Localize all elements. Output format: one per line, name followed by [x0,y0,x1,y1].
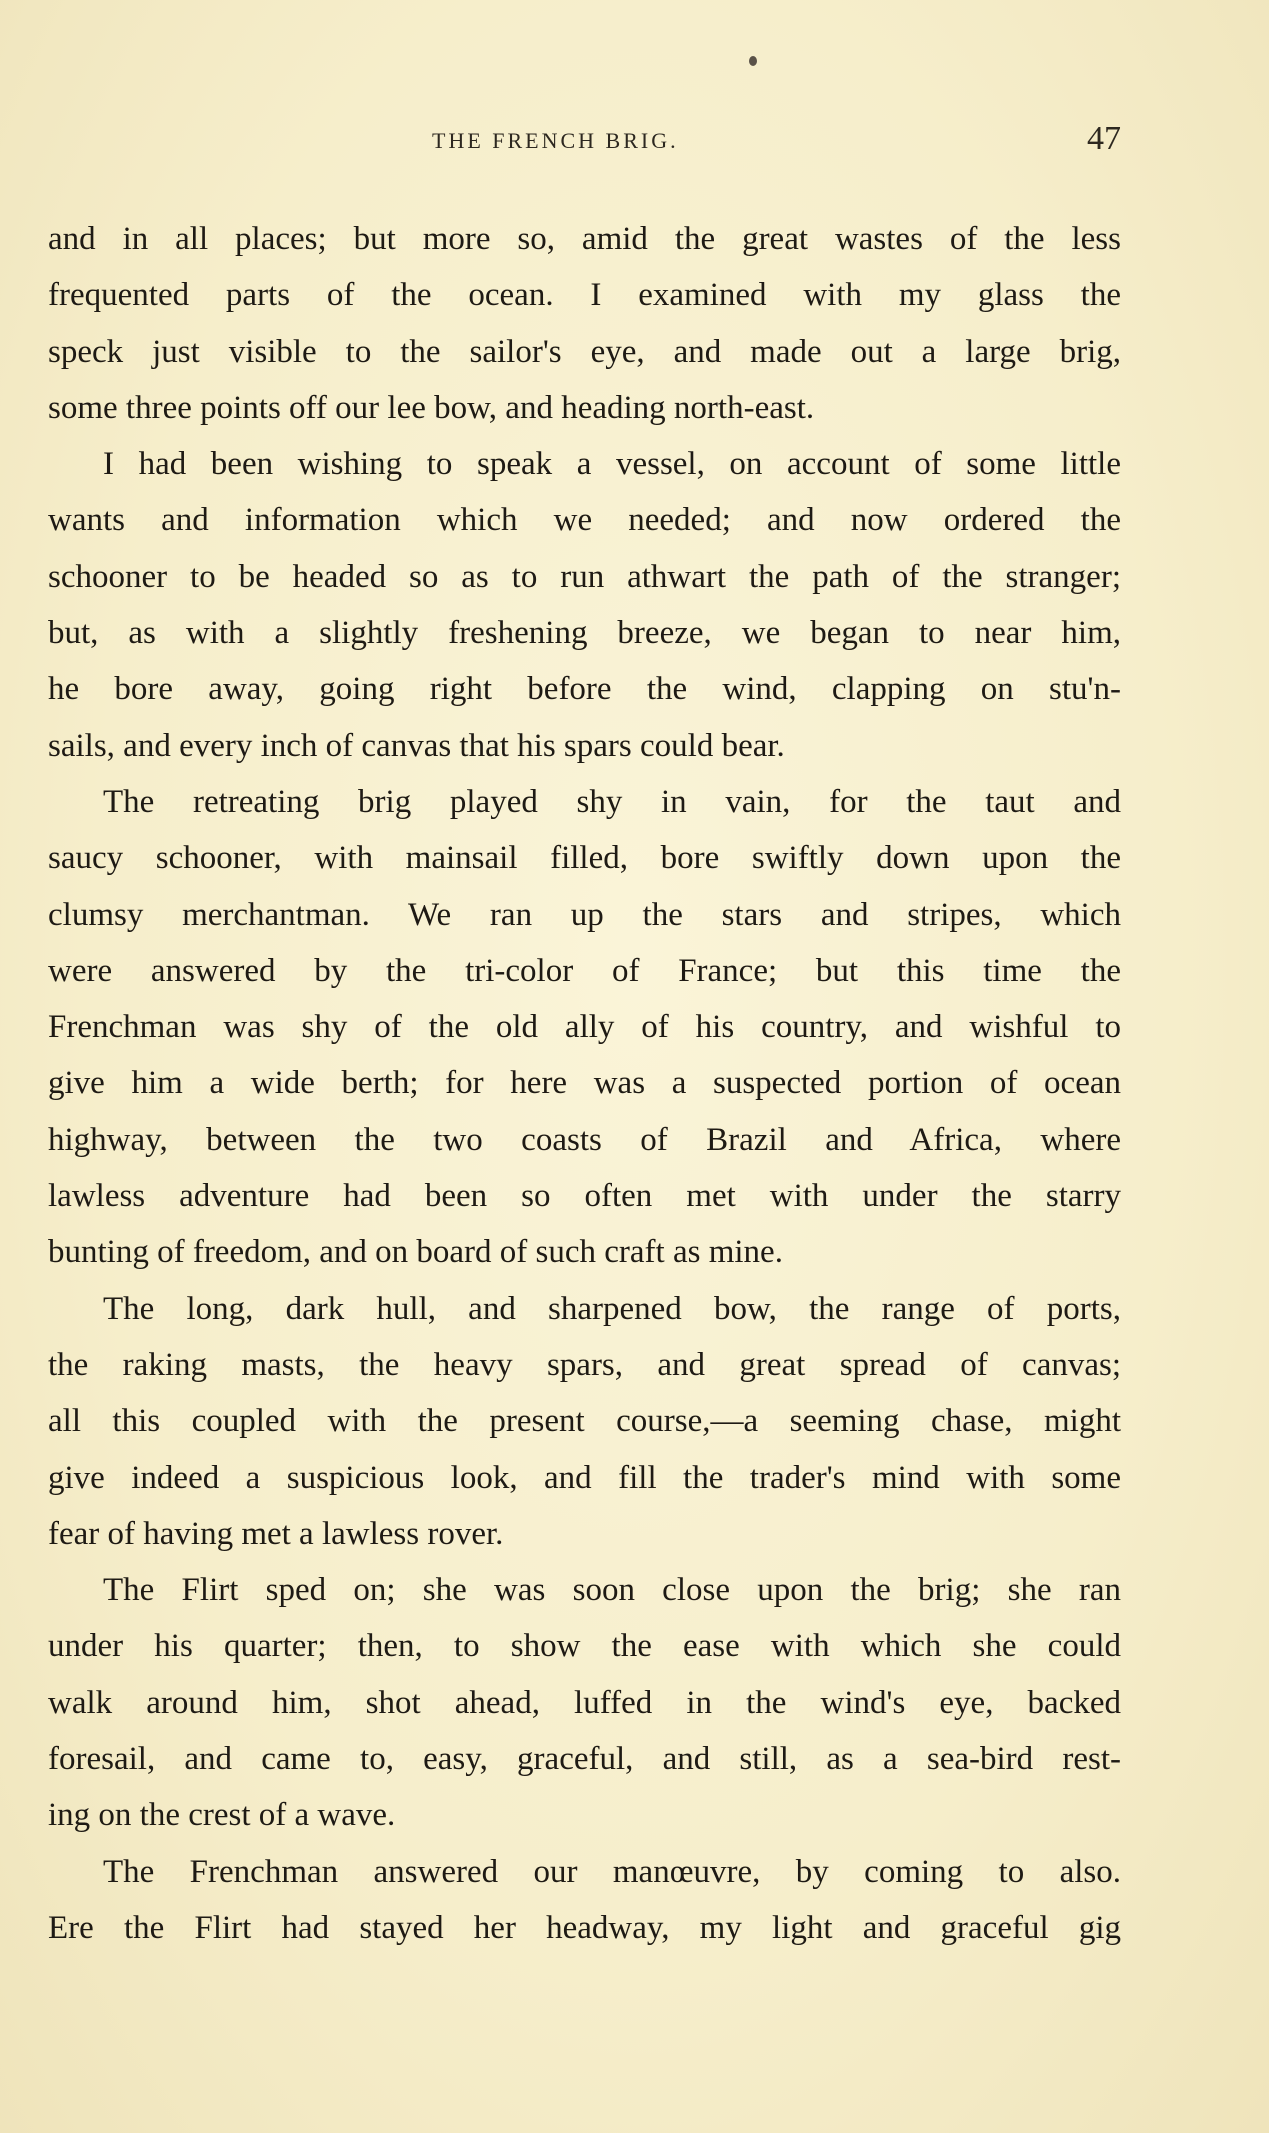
text-line: ing on the crest of a wave. [48,1797,396,1834]
text-line: The retreating brig played shy in vain, for the taut and [103,783,1121,820]
text-line: clumsy merchantman. We ran up the stars and stripes, which [48,896,1121,933]
body-text [48,211,1121,1956]
text-line: some three points off our lee bow, and heading north-east. [48,389,815,426]
text-line: he bore away, going right before the wind, clapping on stu'n- [48,671,1121,708]
text-line: Ere the Flirt had stayed her headway, my light and graceful gig [48,1909,1121,1946]
text-line: speck just visible to the sailor's eye, and made out a large brig, [48,333,1121,370]
text-line: all this coupled with the present course,—a seeming chase, might [48,1403,1121,1440]
text-line: were answered by the tri-color of France; but this time the [48,952,1121,989]
text-line: The Flirt sped on; she was soon close upon the brig; she ran [103,1572,1121,1609]
text-line: under his quarter; then, to show the ease with which she could [48,1628,1121,1665]
text-line: the raking masts, the heavy spars, and great spread of canvas; [48,1346,1121,1383]
text-line: saucy schooner, with mainsail filled, bore swiftly down upon the [48,840,1121,877]
page-number: 47 [1087,120,1121,157]
text-line: I had been wishing to speak a vessel, on account of some little [103,446,1121,483]
text-line: Frenchman was shy of the old ally of his country, and wishful to [48,1009,1121,1046]
text-line: but, as with a slightly freshening breeze, we began to near him, [48,615,1121,652]
text-line: bunting of freedom, and on board of such craft as mine. [48,1234,783,1271]
ink-speck [749,56,757,66]
running-head [48,120,1121,164]
text-line: The long, dark hull, and sharpened bow, the range of ports, [103,1290,1121,1327]
text-line: walk around him, shot ahead, luffed in the wind's eye, backed [48,1684,1121,1721]
text-line: schooner to be headed so as to run athwart the path of the stranger; [48,558,1121,595]
text-line: foresail, and came to, easy, graceful, and still, as a sea-bird rest- [48,1741,1121,1778]
text-line: fear of having met a lawless rover. [48,1515,504,1552]
text-line: and in all places; but more so, amid the great wastes of the less [48,221,1121,257]
chapter-title: THE FRENCH BRIG. [432,128,679,153]
text-line: frequented parts of the ocean. I examined with my glass the [48,277,1121,314]
text-line: highway, between the two coasts of Brazil and Africa, where [48,1121,1121,1158]
text-line: give him a wide berth; for here was a suspected portion of ocean [48,1065,1121,1102]
text-line: The Frenchman answered our manœuvre, by coming to also. [103,1853,1121,1890]
text-line: sails, and every inch of canvas that his spars could bear. [48,727,785,764]
text-line: give indeed a suspicious look, and fill the trader's mind with some [48,1459,1121,1496]
text-line: lawless adventure had been so often met with under the starry [48,1178,1121,1215]
text-line: wants and information which we needed; and now ordered the [48,502,1121,539]
